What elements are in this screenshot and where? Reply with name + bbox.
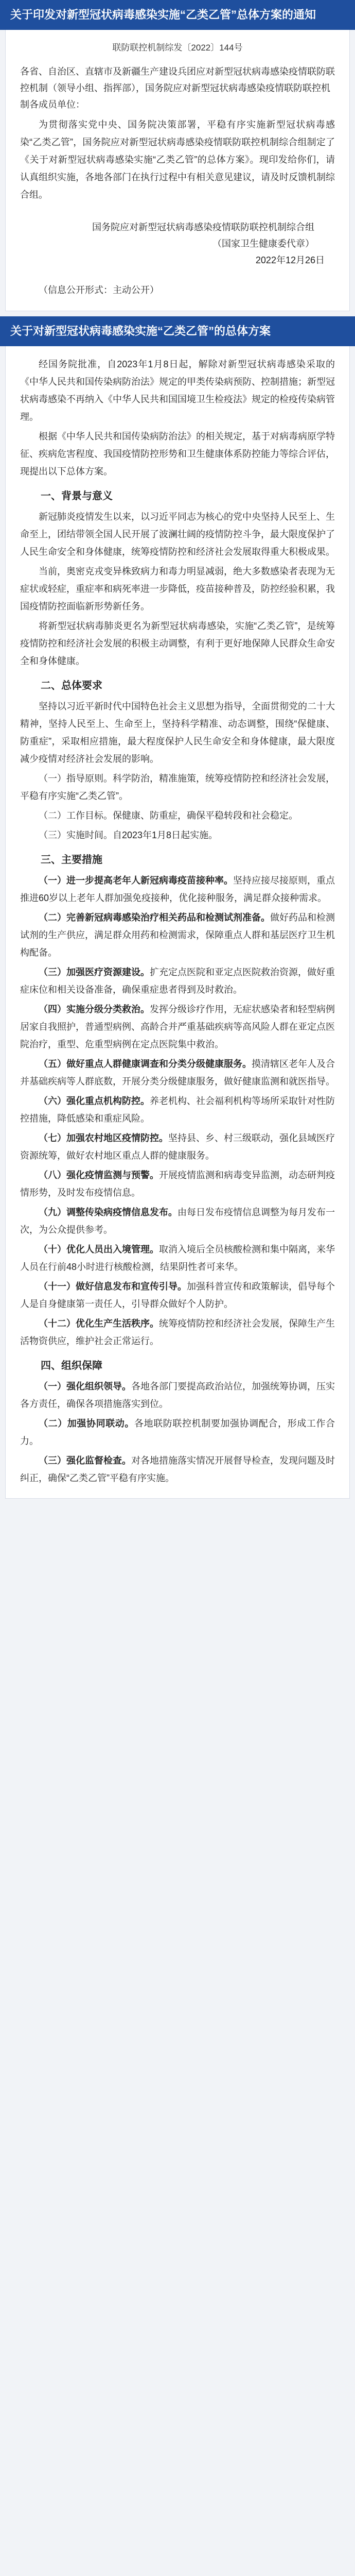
safeguard-text: 各地各部门要提高政治站位，加强统筹协调，压实各方责任，确保各项措施落实到位。 (20, 1381, 335, 1409)
measure-heading: （五）做好重点人群健康调查和分类分级健康服务。 (39, 1059, 252, 1069)
measure-heading: （八）强化疫情监测与预警。 (39, 1170, 159, 1180)
measure-paragraph (20, 1166, 335, 1201)
section-paragraph: （二）工作目标。保健康、防重症，确保平稳转段和社会稳定。 (39, 810, 298, 821)
section-paragraph: （一）指导原则。科学防治，精准施策，统筹疫情防控和经济社会发展，平稳有序实施“乙类乙管”。 (20, 773, 335, 801)
measure-text: 养老机构、社会福利机构等场所采取针对性防控措施，降低感染和重症风险。 (20, 1096, 335, 1124)
safeguard-paragraph (20, 1415, 335, 1450)
measure-text: 做好药品和检测试剂的生产供应，满足群众用药和检测需求，保障重点人群和基层医疗卫生机构配备。 (20, 912, 335, 958)
measure-paragraph (20, 1204, 335, 1239)
notice-signatory: 国务院应对新型冠状病毒感染疫情联防联控机制综合组 (92, 222, 314, 232)
safeguard-heading: （二）加强协同联动。 (39, 1418, 134, 1429)
measure-heading: （十）优化人员出入境管理。 (39, 1244, 159, 1255)
measure-heading: （十一）做好信息发布和宣传引导。 (39, 1281, 187, 1292)
measure-paragraph (20, 1315, 335, 1350)
measure-paragraph (20, 909, 335, 961)
measure-paragraph (20, 1055, 335, 1090)
measure-text: 发挥分级诊疗作用，无症状感染者和轻型病例居家自我照护，普通型病例、高龄合并严重基础疾病等高风险人群在亚定点医院治疗，重型、危重型病例在定点医院集中救治。 (20, 1004, 335, 1049)
plan-panel (5, 346, 350, 1499)
notice-signatory-seal: （国家卫生健康委代章） (212, 239, 314, 249)
safeguard-text: 对各地措施落实情况开展督导检查，发现问题及时纠正，确保“乙类乙管”平稳有序实施。 (20, 1455, 335, 1483)
section-heading: 一、背景与意义 (41, 490, 113, 502)
notice-body: 为贯彻落实党中央、国务院决策部署，平稳有序实施新型冠状病毒感染“乙类乙管”，国务院应对新型冠状病毒感染疫情联防联控机制综合组制定了《关于对新型冠状病毒感染实施“乙类乙管”的总体方案》。现印发给你们，请认真组织实施，各地各部门在执行过程中有相关意见建议，请及时反馈机制综合组。 (20, 120, 335, 200)
measure-heading: （一）进一步提高老年人新冠病毒疫苗接种率。 (39, 875, 233, 886)
measure-heading: （十二）优化生产生活秩序。 (39, 1318, 159, 1329)
safeguard-paragraph (20, 1452, 335, 1487)
measure-text: 坚持县、乡、村三级联动，强化县域医疗资源统筹，做好农村地区重点人群的健康服务。 (20, 1133, 335, 1161)
safeguard-paragraph (20, 1378, 335, 1413)
measure-paragraph (20, 1241, 335, 1276)
notice-panel (5, 30, 350, 311)
notice-date: 2022年12月26日 (255, 255, 325, 265)
measure-text: 加强科普宣传和政策解读，倡导每个人是自身健康第一责任人，引导群众做好个人防护。 (20, 1281, 335, 1309)
measure-heading: （二）完善新冠病毒感染治疗相关药品和检测试剂准备。 (39, 912, 270, 923)
section-heading: 三、主要措施 (41, 854, 102, 866)
measure-heading: （四）实施分级分类救治。 (39, 1004, 150, 1014)
measure-paragraph (20, 1092, 335, 1127)
section-paragraph: 当前，奥密克戎变异株致病力和毒力明显减弱，绝大多数感染者表现为无症状或轻症，重症率和病死率进一步降低，疫苗接种普及，防控经验积累，我国疫情防控面临新形势新任务。 (20, 566, 335, 612)
measure-heading: （三）加强医疗资源建设。 (39, 967, 150, 977)
section-heading: 二、总体要求 (41, 680, 102, 691)
plan-intro: 根据《中华人民共和国传染病防治法》的相关规定，基于对病毒病原学特征、疾病危害程度、我国疫情防控形势和卫生健康体系防控能力等综合评估，现提出以下总体方案。 (20, 431, 335, 477)
measure-paragraph (20, 1278, 335, 1313)
measure-heading: （九）调整传染病疫情信息发布。 (39, 1207, 177, 1217)
plan-intro: 经国务院批准，自2023年1月8日起，解除对新型冠状病毒感染采取的《中华人民共和国传染病防治法》规定的甲类传染病预防、控制措施；新型冠状病毒感染不再纳入《中华人民共和国国境卫生检疫法》规定的检疫传染病管理。 (20, 359, 335, 422)
section-paragraph: 将新型冠状病毒肺炎更名为新型冠状病毒感染，实施“乙类乙管”，是统筹疫情防控和经济社会发展的积极主动调整，有利于更好地保障人民群众生命安全和身体健康。 (20, 621, 335, 666)
measure-text: 由每日发布疫情信息调整为每月发布一次，为公众提供参考。 (20, 1207, 335, 1235)
measure-text: 统筹疫情防控和经济社会发展，保障生产生活物资供应，维护社会正常运行。 (20, 1318, 335, 1346)
measure-paragraph (20, 963, 335, 998)
notice-recipients: 各省、自治区、直辖市及新疆生产建设兵团应对新型冠状病毒感染疫情联防联控机制（领导小组、指挥部），国务院应对新型冠状病毒感染疫情联防联控机制各成员单位： (20, 66, 335, 110)
measure-text: 摸清辖区老年人及合并基础疾病等人群底数，开展分类分级健康服务，做好健康监测和就医指导。 (20, 1059, 335, 1087)
safeguard-text: 各地联防联控机制要加强协调配合，形成工作合力。 (20, 1418, 335, 1446)
measure-text: 取消入境后全员核酸检测和集中隔离，来华人员在行前48小时进行核酸检测，结果阴性者可来华。 (20, 1244, 335, 1272)
measure-text: 坚持应接尽接原则，重点推进60岁以上老年人群加强免疫接种，优化接种服务，满足群众接种需求。 (20, 875, 335, 903)
section-paragraph: 坚持以习近平新时代中国特色社会主义思想为指导，全面贯彻党的二十大精神，坚持人民至上、生命至上，坚持科学精准、动态调整，围绕“保健康、防重症”，采取相应措施，最大程度保护人民生命安全和身体健康，最大限度减少疫情对经济社会发展的影响。 (20, 701, 335, 764)
measure-text: 扩充定点医院和亚定点医院救治资源，做好重症床位和相关设备准备，确保重症患者得到及时救治。 (20, 967, 335, 995)
measure-paragraph (20, 1001, 335, 1053)
notice-title-banner: 关于印发对新型冠状病毒感染实施“乙类乙管”总体方案的通知 (0, 0, 355, 30)
plan-title-banner: 关于对新型冠状病毒感染实施“乙类乙管”的总体方案 (0, 316, 355, 346)
measure-heading: （六）强化重点机构防控。 (39, 1096, 150, 1106)
section-paragraph: （三）实施时间。自2023年1月8日起实施。 (39, 830, 218, 840)
section-heading: 四、组织保障 (41, 1360, 102, 1371)
section-paragraph: 新冠肺炎疫情发生以来，以习近平同志为核心的党中央坚持人民至上、生命至上，团结带领全国人民开展了波澜壮阔的疫情防控斗争，最大限度保护了人民生命安全和身体健康，统筹疫情防控和经济社会发展取得重大积极成果。 (20, 512, 335, 557)
measure-heading: （七）加强农村地区疫情防控。 (39, 1133, 168, 1143)
measure-paragraph (20, 872, 335, 907)
safeguard-heading: （三）强化监督检查。 (39, 1455, 131, 1466)
safeguard-heading: （一）强化组织领导。 (39, 1381, 131, 1392)
document-number: 联防联控机制综发〔2022〕144号 (112, 43, 243, 53)
measure-paragraph (20, 1129, 335, 1164)
disclosure-note: （信息公开形式：主动公开） (39, 285, 159, 295)
measure-text: 开展疫情监测和病毒变异监测，动态研判疫情形势，及时发布疫情信息。 (20, 1170, 335, 1198)
